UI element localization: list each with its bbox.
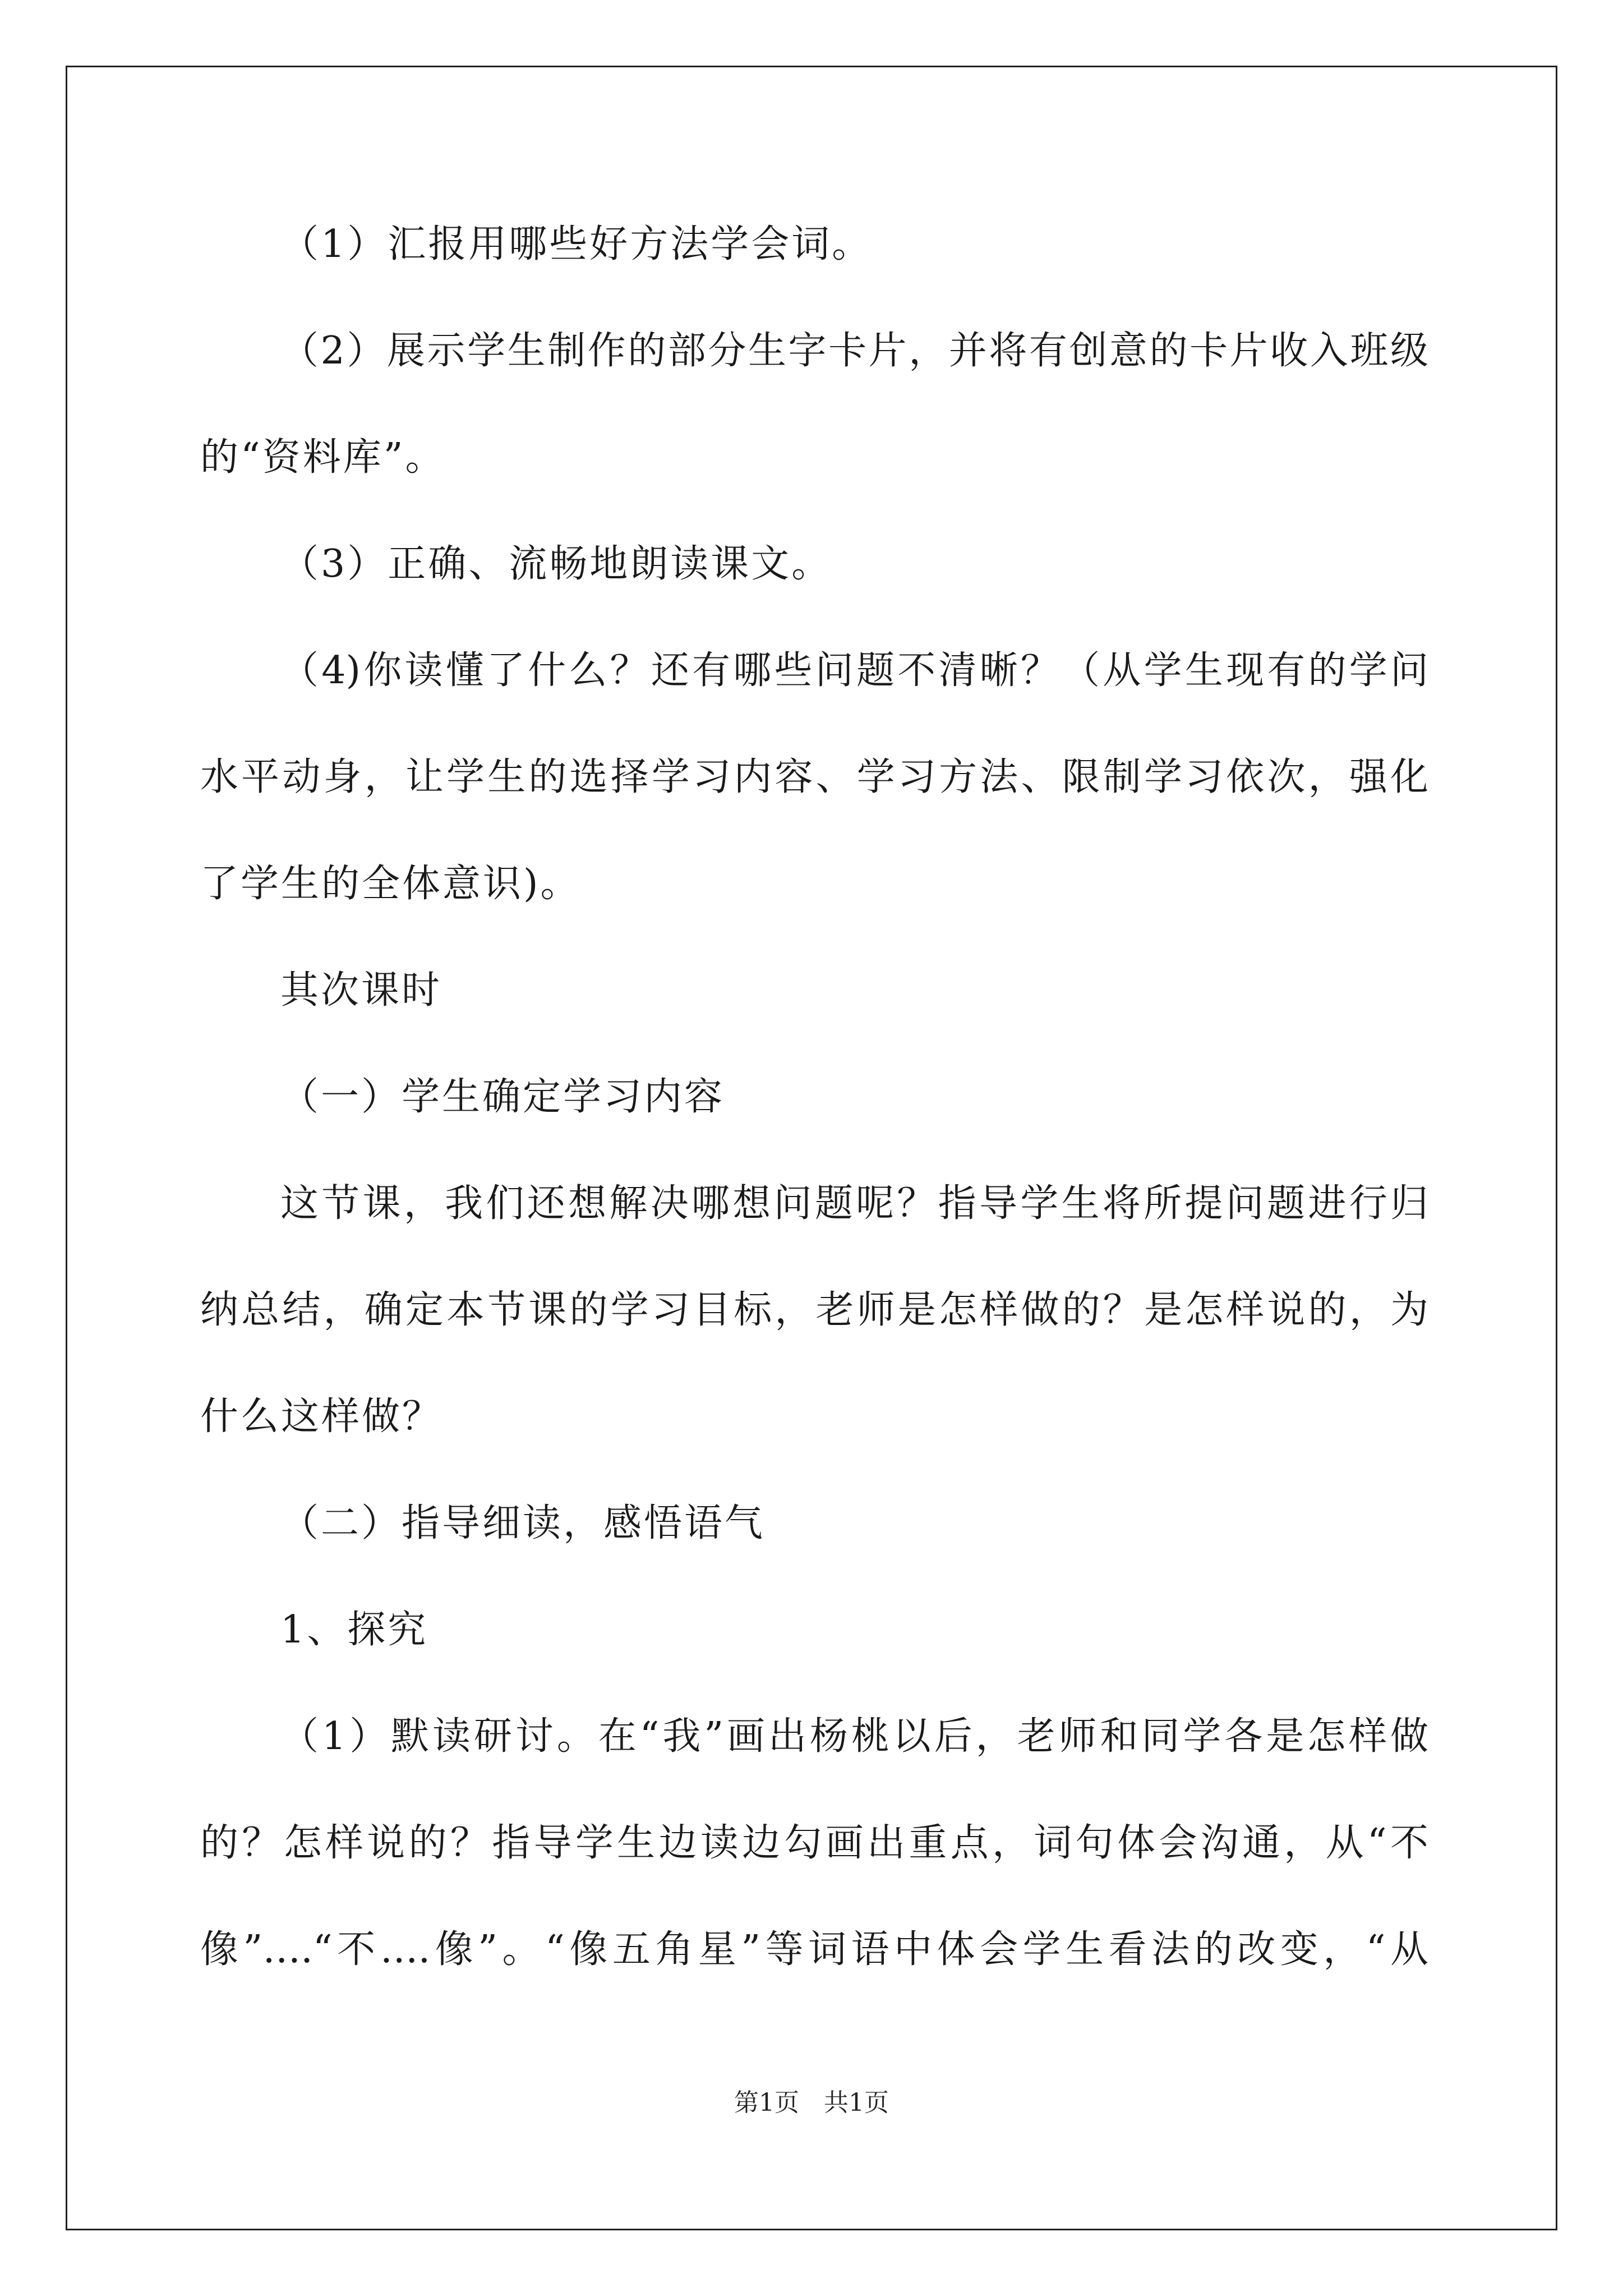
page-border [66,66,1557,2230]
paragraph-line-10: 什么这样做？ [200,1395,443,1439]
paragraph-line-6: 水平动身，让学生的选择学习内容、学习方法、限制学习依次，强化 [200,755,1428,799]
paragraph-line-9: 纳总结，确定本节课的学习目标，老师是怎样做的？是怎样说的，为 [200,1288,1428,1332]
subheading-1: （一）学生确定学习内容 [280,1075,725,1119]
paragraph-line-1: （1）汇报用哪些好方法学会词。 [280,222,873,266]
paragraph-line-3: 的“资料库”。 [200,435,446,480]
subheading-2: （二）指导细读，感悟语气 [280,1501,766,1545]
paragraph-line-5: （4)你读懂了什么？还有哪些问题不清晰？（从学生现有的学问 [280,648,1428,693]
paragraph-line-11: （1）默读研讨。在“我”画出杨桃以后，老师和同学各是怎样做 [280,1714,1428,1759]
paragraph-line-7: 了学生的全体意识)。 [200,862,581,906]
page-footer: 第1页 共1页 [734,2088,889,2117]
paragraph-line-4: （3）正确、流畅地朗读课文。 [280,542,832,586]
paragraph-line-12: 的？怎样说的？指导学生边读边勾画出重点，词句体会沟通，从“不 [200,1821,1428,1865]
paragraph-line-8: 这节课，我们还想解决哪想问题呢？指导学生将所提问题进行归 [280,1181,1428,1226]
paragraph-line-2: （2）展示学生制作的部分生字卡片，并将有创意的卡片收入班级 [280,329,1428,373]
paragraph-line-13: 像”….“不….像”。“像五角星”等词语中体会学生看法的改变，“从 [200,1927,1428,1972]
section-heading: 其次课时 [280,968,442,1013]
subheading-3: 1、探究 [280,1608,428,1652]
